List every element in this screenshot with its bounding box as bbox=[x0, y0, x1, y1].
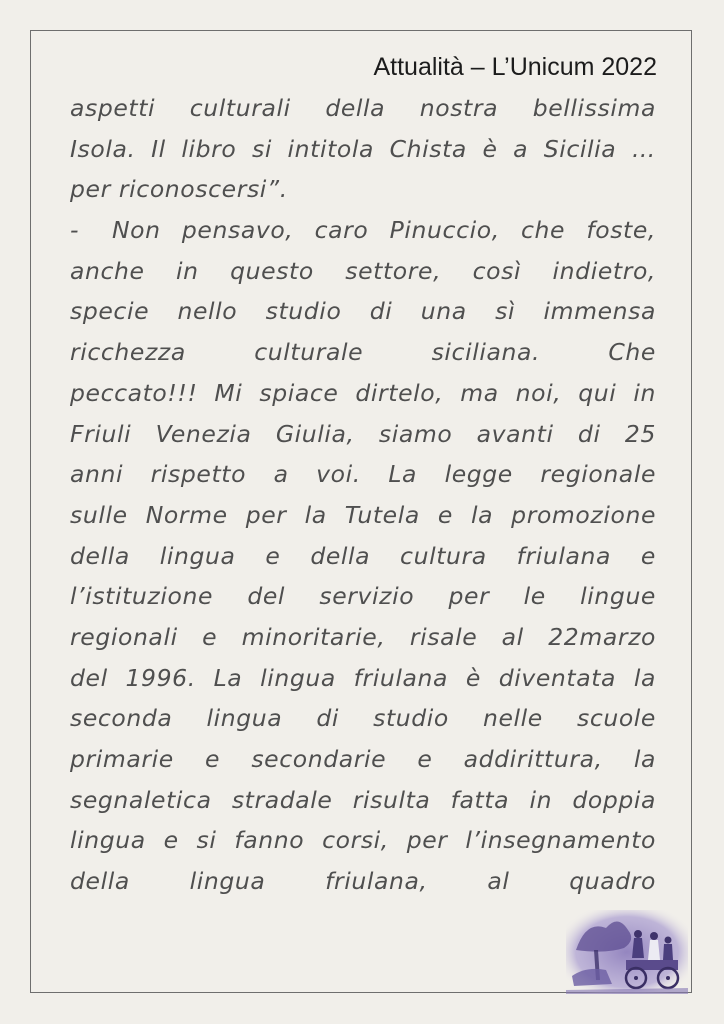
text-line: anche in questo settore, così indietro, bbox=[70, 256, 656, 285]
text-line: Non pensavo, caro Pinuccio, che foste, bbox=[112, 216, 656, 245]
text-line: sulle Norme per la Tutela e la promozione bbox=[70, 500, 656, 529]
text-line: del 1996. La lingua friulana è diventata la bbox=[70, 663, 656, 692]
text-line: Friuli Venezia Giulia, siamo avanti di 25 bbox=[70, 419, 656, 448]
text-line: l’istituzione del servizio per le lingue bbox=[70, 582, 656, 611]
text-line: Isola. Il libro si intitola Chista è a Sicilia … bbox=[70, 134, 656, 163]
text-line: peccato!!! Mi spiace dirtelo, ma noi, qui in bbox=[70, 378, 656, 407]
text-line: seconda lingua di studio nelle scuole bbox=[70, 704, 656, 733]
decorative-vignette-image bbox=[566, 910, 688, 994]
text-line: della lingua friulana, al quadro bbox=[70, 867, 656, 896]
text-line: della lingua e della cultura friulana e bbox=[70, 541, 656, 570]
text-line: ricchezza culturale siciliana. Che bbox=[70, 338, 656, 367]
text-line: segnaletica stradale risulta fatta in doppia bbox=[70, 785, 656, 814]
article-body bbox=[70, 88, 656, 902]
text-line: aspetti culturali della nostra bellissima bbox=[70, 94, 656, 122]
running-header: Attualità – L’Unicum 2022 bbox=[373, 53, 657, 81]
text-line: primarie e secondarie e addirittura, la bbox=[70, 745, 656, 773]
text-line: specie nello studio di una sì immensa bbox=[70, 297, 656, 326]
text-line: regionali e minoritarie, risale al 22marzo bbox=[70, 622, 656, 651]
text-line: lingua e si fanno corsi, per l’insegnamento bbox=[70, 826, 656, 855]
dialogue-line bbox=[70, 210, 656, 251]
dialogue-dash: - bbox=[70, 216, 80, 245]
text-line: per riconoscersi”. bbox=[70, 175, 288, 204]
text-line: anni rispetto a voi. La legge regionale bbox=[70, 460, 656, 489]
